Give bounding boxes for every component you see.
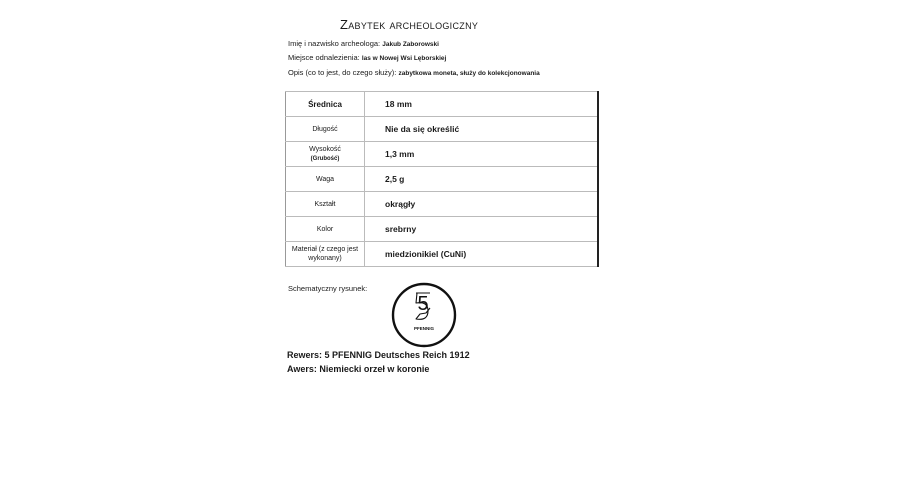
property-label: Materiał (z czego jest wykonany) xyxy=(286,242,365,267)
property-value: miedzionikiel (CuNi) xyxy=(365,242,599,267)
coin-numeral: 5 xyxy=(417,293,429,315)
property-label-note: (Grubość) xyxy=(310,155,340,162)
table-row xyxy=(286,92,599,117)
coin-sketch-icon xyxy=(390,281,458,349)
table-row xyxy=(286,192,599,217)
property-label: Waga xyxy=(286,167,365,192)
description-value: zabytkowa moneta, służy do kolekcjonowania xyxy=(398,70,540,77)
table-row xyxy=(286,217,599,242)
property-value: 2,5 g xyxy=(365,167,599,192)
coin-text: PFENNIG xyxy=(413,326,435,331)
property-label: Kształt xyxy=(286,192,365,217)
table-row xyxy=(286,167,599,192)
reverse-text: Rewers: 5 PFENNIG Deutsches Reich 1912 xyxy=(287,350,470,360)
document-title: Zabytek archeologiczny xyxy=(340,17,479,32)
location-value: las w Nowej Wsi Lęborskiej xyxy=(361,55,447,62)
property-label: Kolor xyxy=(286,217,365,242)
properties-table xyxy=(285,91,599,267)
property-value: okrągły xyxy=(365,192,599,217)
archaeologist-label: Imię i nazwisko archeologa: xyxy=(288,39,381,48)
property-label-cell xyxy=(286,142,365,167)
property-label: Długość xyxy=(286,117,365,142)
archaeologist-value: Jakub Zaborowski xyxy=(382,41,439,48)
table-row xyxy=(286,142,599,167)
property-label: Wysokość xyxy=(309,145,341,153)
table-row xyxy=(286,117,599,142)
property-value: srebrny xyxy=(365,217,599,242)
description-label: Opis (co to jest, do czego służy): xyxy=(288,68,397,77)
property-value: 1,3 mm xyxy=(365,142,599,167)
archaeologist-field xyxy=(288,39,439,48)
location-label: Miejsce odnalezienia: xyxy=(288,53,360,62)
obverse-text: Awers: Niemiecki orzeł w koronie xyxy=(287,364,430,374)
location-field xyxy=(288,53,446,62)
table-row xyxy=(286,242,599,267)
sketch-label: Schematyczny rysunek: xyxy=(288,284,368,293)
property-label: Średnica xyxy=(286,92,365,117)
property-value: 18 mm xyxy=(365,92,599,117)
description-field xyxy=(288,68,540,77)
property-value: Nie da się określić xyxy=(365,117,599,142)
